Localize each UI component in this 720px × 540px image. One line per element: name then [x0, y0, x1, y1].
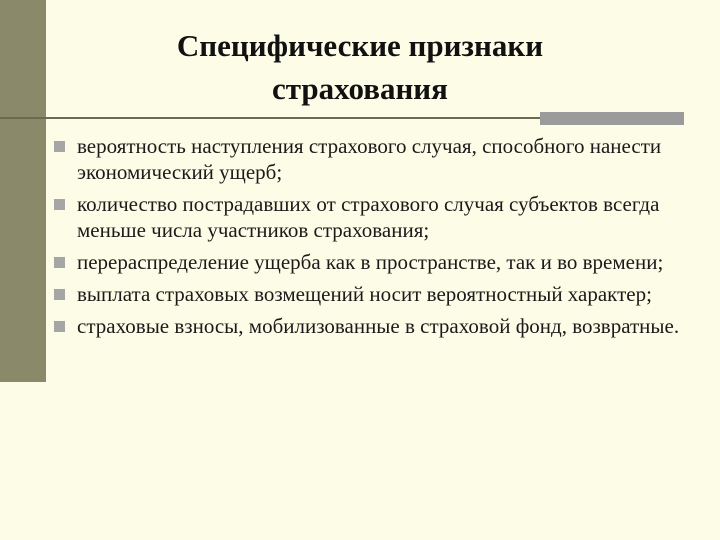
bullet-text: перераспределение ущерба как в пространстве, так и во времени;: [77, 250, 664, 274]
square-bullet-icon: [54, 289, 65, 300]
bullet-text: выплата страховых возмещений носит вероятностный характер;: [77, 282, 652, 306]
square-bullet-icon: [54, 321, 65, 332]
bullet-text: вероятность наступления страхового случая, способного нанести экономический ущерб;: [77, 134, 662, 184]
square-bullet-icon: [54, 257, 65, 268]
square-bullet-icon: [54, 199, 65, 210]
bullet-text: страховые взносы, мобилизованные в страховой фонд, возвратные.: [77, 314, 680, 338]
title-line-2: страхования: [272, 71, 448, 106]
bullet-item: [52, 281, 702, 307]
left-decor-bar: [0, 0, 46, 382]
bullet-item: [52, 133, 702, 185]
bullet-item: [52, 249, 702, 275]
bullet-text: количество пострадавших от страхового случая субъектов всегда меньше числа участников страхования;: [77, 192, 660, 242]
bullet-item: [52, 191, 702, 243]
slide-title: [60, 24, 660, 110]
title-divider: [0, 117, 540, 119]
bullet-list: [52, 133, 702, 345]
bullet-item: [52, 313, 702, 339]
title-divider-accent: [540, 112, 684, 125]
square-bullet-icon: [54, 141, 65, 152]
title-line-1: Специфические признаки: [176, 28, 544, 63]
